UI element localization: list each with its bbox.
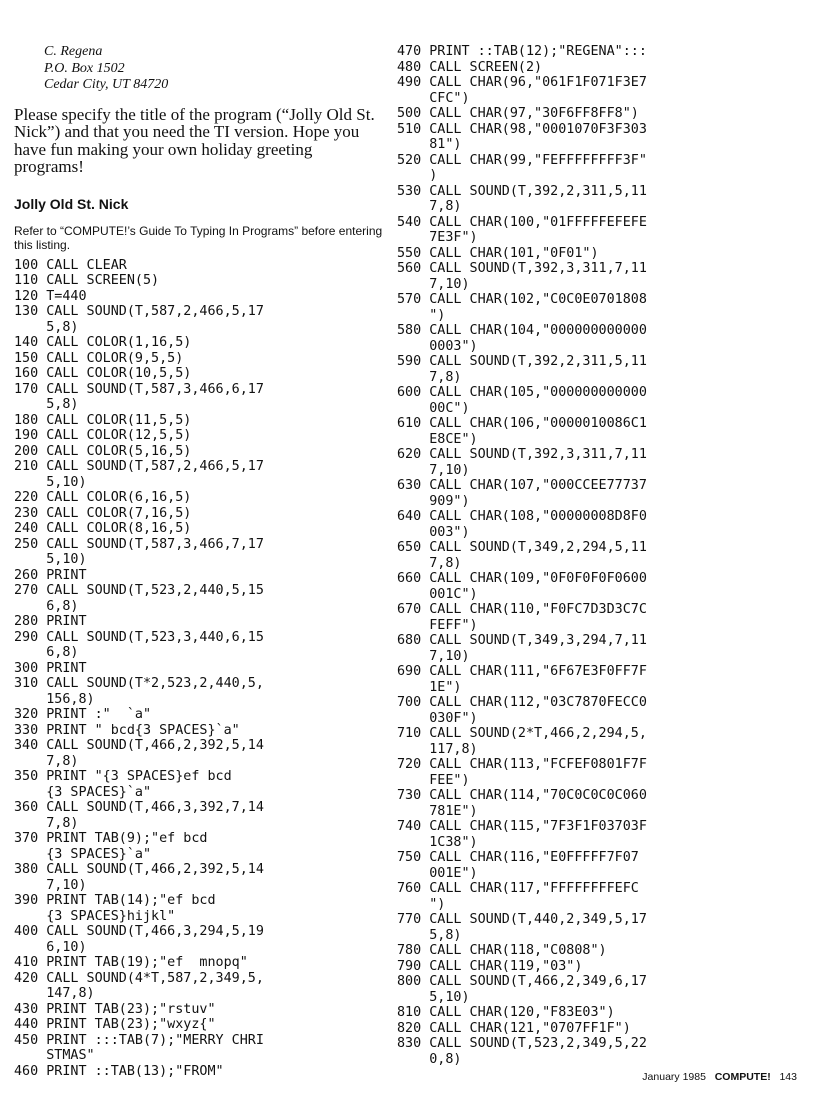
code-line: 600 CALL CHAR(105,"000000000000 bbox=[397, 385, 647, 400]
code-line: 360 CALL SOUND(T,466,3,392,7,14 bbox=[14, 800, 264, 815]
code-line: 610 CALL CHAR(106,"0000010086C1 bbox=[397, 416, 647, 431]
code-line: 7,8) bbox=[14, 815, 79, 831]
code-line: 480 CALL SCREEN(2) bbox=[397, 59, 543, 75]
code-line: 7,10) bbox=[397, 462, 470, 478]
code-line: 190 CALL COLOR(12,5,5) bbox=[14, 428, 192, 443]
code-line: 710 CALL SOUND(2*T,466,2,294,5, bbox=[397, 726, 647, 741]
code-line: 7,8) bbox=[397, 199, 462, 214]
code-line: 180 CALL COLOR(11,5,5) bbox=[14, 412, 192, 428]
code-line: 1C38") bbox=[397, 834, 478, 850]
code-line: 550 CALL CHAR(101,"0F01") bbox=[397, 245, 599, 261]
code-line: 640 CALL CHAR(108,"00000008D8F0 bbox=[397, 509, 647, 524]
code-line: 500 CALL CHAR(97,"30F6FF8FF8") bbox=[397, 106, 639, 121]
code-line: ") bbox=[397, 896, 446, 912]
right-column bbox=[397, 44, 809, 1067]
code-line: {3 SPACES}hijkl" bbox=[14, 908, 176, 924]
program-listing-right bbox=[397, 44, 809, 1067]
code-line: 781E") bbox=[397, 803, 478, 819]
code-line: 390 PRINT TAB(14);"ef bcd bbox=[14, 893, 216, 908]
code-line: 820 CALL CHAR(121,"0707FF1F") bbox=[397, 1020, 631, 1036]
code-line: 510 CALL CHAR(98,"0001070F3F303 bbox=[397, 121, 647, 137]
code-line: 810 CALL CHAR(120,"F83E03") bbox=[397, 1005, 615, 1020]
code-line: 660 CALL CHAR(109,"0F0F0F0F0600 bbox=[397, 571, 647, 586]
intro-paragraph: Please specify the title of the program (“Jolly Old St. Nick”) and that you need the TI version. Hope you have fun making your own holiday greeting programs! bbox=[14, 104, 375, 176]
code-line: 7,8) bbox=[397, 369, 462, 385]
code-line: 420 CALL SOUND(4*T,587,2,349,5, bbox=[14, 970, 264, 986]
code-line: 830 CALL SOUND(T,523,2,349,5,22 bbox=[397, 1036, 647, 1051]
code-line: 250 CALL SOUND(T,587,3,466,7,17 bbox=[14, 536, 264, 552]
code-line: 490 CALL CHAR(96,"061F1F071F3E7 bbox=[397, 75, 647, 90]
code-line: 270 CALL SOUND(T,523,2,440,5,15 bbox=[14, 583, 264, 598]
code-line: 470 PRINT ::TAB(12);"REGENA"::: bbox=[397, 44, 647, 59]
code-line: 7,8) bbox=[397, 555, 462, 571]
code-line: 560 CALL SOUND(T,392,3,311,7,11 bbox=[397, 261, 647, 276]
program-title: Jolly Old St. Nick bbox=[14, 195, 129, 212]
author-address bbox=[14, 44, 384, 94]
code-line: 5,8) bbox=[14, 397, 79, 412]
code-line: 5,8) bbox=[14, 319, 79, 335]
code-line: 130 CALL SOUND(T,587,2,466,5,17 bbox=[14, 304, 264, 319]
code-line: 120 T=440 bbox=[14, 288, 87, 304]
code-line: 590 CALL SOUND(T,392,2,311,5,11 bbox=[397, 354, 647, 369]
code-line: 7,10) bbox=[397, 276, 470, 292]
code-line: 760 CALL CHAR(117,"FFFFFFFFEFC bbox=[397, 881, 639, 896]
code-line: 6,8) bbox=[14, 598, 79, 614]
code-line: 520 CALL CHAR(99,"FEFFFFFFFF3F" bbox=[397, 152, 647, 168]
code-line: 570 CALL CHAR(102,"C0C0E0701808 bbox=[397, 292, 647, 307]
footer-page-number: 143 bbox=[779, 1071, 797, 1083]
code-line: 540 CALL CHAR(100,"01FFFFFEFEFE bbox=[397, 214, 647, 230]
code-line: FEE") bbox=[397, 772, 470, 788]
code-line: 750 CALL CHAR(116,"E0FFFFF7F07 bbox=[397, 850, 639, 865]
code-line: 160 CALL COLOR(10,5,5) bbox=[14, 366, 192, 381]
code-line: 117,8) bbox=[397, 741, 478, 757]
code-line: 300 PRINT bbox=[14, 660, 87, 676]
code-line: 670 CALL CHAR(110,"F0FC7D3D3C7C bbox=[397, 602, 647, 617]
code-line: 350 PRINT "{3 SPACES}ef bcd bbox=[14, 769, 232, 784]
code-line: 770 CALL SOUND(T,440,2,349,5,17 bbox=[397, 912, 647, 927]
code-line: 140 CALL COLOR(1,16,5) bbox=[14, 335, 192, 350]
code-line: 240 CALL COLOR(8,16,5) bbox=[14, 521, 192, 536]
code-line: 5,8) bbox=[397, 927, 462, 943]
code-line: 200 CALL COLOR(5,16,5) bbox=[14, 443, 192, 459]
code-line: 230 CALL COLOR(7,16,5) bbox=[14, 505, 192, 521]
footer-date: January 1985 bbox=[642, 1071, 706, 1083]
code-line: 001C") bbox=[397, 586, 478, 602]
code-line: 0,8) bbox=[397, 1051, 462, 1067]
code-line: 730 CALL CHAR(114,"70C0C0C0C060 bbox=[397, 788, 647, 803]
code-line: 620 CALL SOUND(T,392,3,311,7,11 bbox=[397, 447, 647, 462]
code-line: 280 PRINT bbox=[14, 614, 87, 629]
code-line: 100 CALL CLEAR bbox=[14, 257, 127, 273]
code-line: 210 CALL SOUND(T,587,2,466,5,17 bbox=[14, 459, 264, 474]
code-line: 5,10) bbox=[14, 474, 87, 490]
code-line: 220 CALL COLOR(6,16,5) bbox=[14, 490, 192, 505]
code-line: E8CE") bbox=[397, 431, 478, 447]
code-line: 5,10) bbox=[14, 552, 87, 567]
code-line: 580 CALL CHAR(104,"000000000000 bbox=[397, 323, 647, 338]
code-line: 170 CALL SOUND(T,587,3,466,6,17 bbox=[14, 381, 264, 397]
code-line: ) bbox=[397, 168, 438, 183]
code-line: 110 CALL SCREEN(5) bbox=[14, 273, 160, 288]
code-line: 460 PRINT ::TAB(13);"FROM" bbox=[14, 1063, 224, 1079]
code-line: 7,10) bbox=[397, 648, 470, 664]
code-line: 340 CALL SOUND(T,466,2,392,5,14 bbox=[14, 738, 264, 753]
code-line: 260 PRINT bbox=[14, 567, 87, 583]
address-line: C. Regena bbox=[44, 44, 103, 59]
address-line: Cedar City, UT 84720 bbox=[44, 77, 169, 92]
code-line: 7,8) bbox=[14, 753, 79, 769]
code-line: 81") bbox=[397, 137, 462, 152]
code-line: 370 PRINT TAB(9);"ef bcd bbox=[14, 831, 208, 846]
code-line: 5,10) bbox=[397, 989, 470, 1005]
code-line: 6,8) bbox=[14, 645, 79, 660]
code-line: 6,10) bbox=[14, 939, 87, 955]
left-column bbox=[14, 44, 384, 1079]
code-line: 410 PRINT TAB(19);"ef mnopq" bbox=[14, 955, 248, 970]
code-line: 147,8) bbox=[14, 986, 95, 1001]
code-line: 290 CALL SOUND(T,523,3,440,6,15 bbox=[14, 629, 264, 645]
code-line: 00C") bbox=[397, 400, 470, 416]
code-line: ") bbox=[397, 307, 446, 323]
typing-note: Refer to “COMPUTE!’s Guide To Typing In Programs” before entering this listing. bbox=[14, 223, 383, 252]
address-line: P.O. Box 1502 bbox=[44, 60, 125, 76]
code-line: 400 CALL SOUND(T,466,3,294,5,19 bbox=[14, 924, 264, 939]
code-line: 630 CALL CHAR(107,"000CCEE77737 bbox=[397, 478, 647, 493]
code-line: 650 CALL SOUND(T,349,2,294,5,11 bbox=[397, 540, 647, 555]
page-footer bbox=[642, 1071, 797, 1083]
code-line: CFC") bbox=[397, 90, 470, 106]
footer-magazine: COMPUTE! bbox=[714, 1071, 771, 1083]
code-line: 909") bbox=[397, 493, 470, 509]
code-line: 030F") bbox=[397, 710, 478, 726]
code-line: STMAS" bbox=[14, 1048, 95, 1063]
code-line: 156,8) bbox=[14, 691, 95, 707]
code-line: 440 PRINT TAB(23);"wxyz{" bbox=[14, 1017, 216, 1032]
code-line: 790 CALL CHAR(119,"03") bbox=[397, 958, 583, 974]
code-line: 700 CALL CHAR(112,"03C7870FECC0 bbox=[397, 695, 647, 710]
code-line: {3 SPACES}`a" bbox=[14, 784, 152, 800]
code-line: 530 CALL SOUND(T,392,2,311,5,11 bbox=[397, 183, 647, 199]
code-line: 310 CALL SOUND(T*2,523,2,440,5, bbox=[14, 676, 264, 691]
code-line: 450 PRINT :::TAB(7);"MERRY CHRI bbox=[14, 1032, 264, 1048]
code-line: 780 CALL CHAR(118,"C0808") bbox=[397, 943, 607, 958]
code-line: 320 PRINT :" `a" bbox=[14, 707, 152, 722]
code-line: 0003") bbox=[397, 338, 478, 354]
code-line: 330 PRINT " bcd{3 SPACES}`a" bbox=[14, 722, 240, 738]
code-line: FEFF") bbox=[397, 617, 478, 633]
code-line: 740 CALL CHAR(115,"7F3F1F03703F bbox=[397, 819, 647, 834]
code-line: 680 CALL SOUND(T,349,3,294,7,11 bbox=[397, 633, 647, 648]
code-line: 003") bbox=[397, 524, 470, 540]
code-line: 1E") bbox=[397, 679, 462, 695]
code-line: 150 CALL COLOR(9,5,5) bbox=[14, 350, 184, 366]
code-line: 430 PRINT TAB(23);"rstuv" bbox=[14, 1001, 216, 1017]
code-line: 7E3F") bbox=[397, 230, 478, 245]
code-line: 001E") bbox=[397, 865, 478, 881]
code-line: 800 CALL SOUND(T,466,2,349,6,17 bbox=[397, 974, 647, 989]
code-line: 690 CALL CHAR(111,"6F67E3F0FF7F bbox=[397, 664, 647, 679]
code-line: {3 SPACES}`a" bbox=[14, 846, 152, 862]
program-listing-left bbox=[14, 258, 384, 1080]
code-line: 7,10) bbox=[14, 877, 87, 893]
code-line: 380 CALL SOUND(T,466,2,392,5,14 bbox=[14, 862, 264, 877]
code-line: 720 CALL CHAR(113,"FCFEF0801F7F bbox=[397, 757, 647, 772]
